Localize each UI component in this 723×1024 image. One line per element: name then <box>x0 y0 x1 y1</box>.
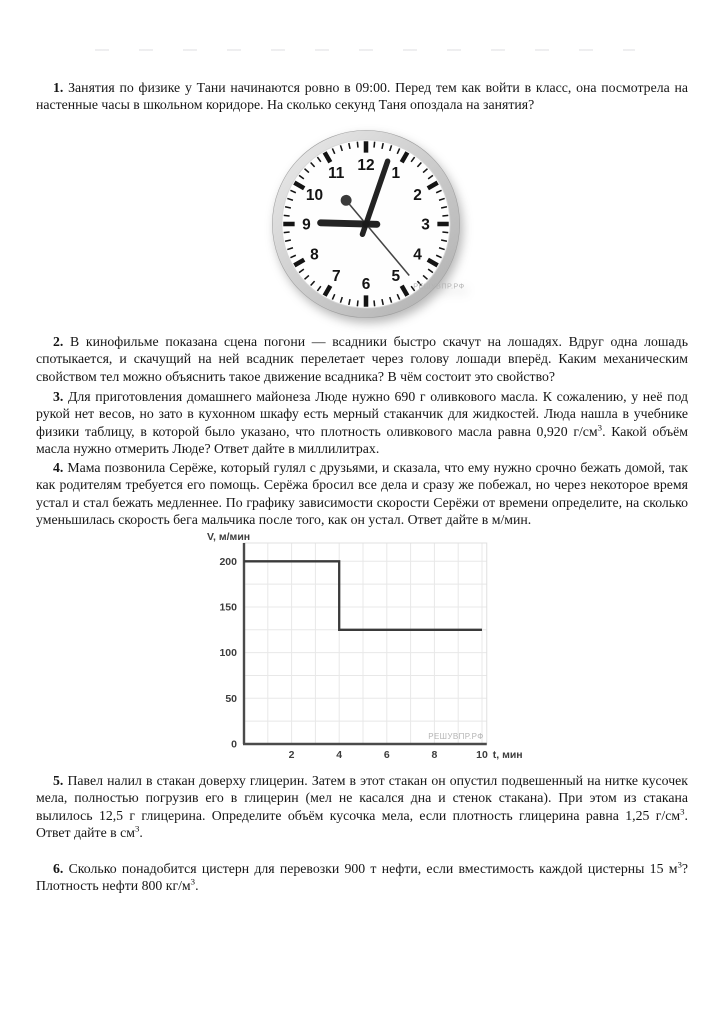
chart-xlabel: t, мин <box>492 748 523 761</box>
svg-text:4: 4 <box>336 748 343 761</box>
svg-text:50: 50 <box>225 692 237 705</box>
svg-text:2: 2 <box>413 186 422 204</box>
question-4-text: Мама позвонила Серёже, который гулял с друзьями, и сказала, что ему нужно срочно бежать домой, так как родителям требуется его помощь. Серёжа бросил все дела и сразу же побежал, но через некоторое время устал и стал бежать медленнее. По графику зависимости скорости Серёжи от времени определите, на сколько уменьшилась скорость бега мальчика после того, как он устал. Ответ дайте в м/мин. <box>36 460 688 528</box>
question-5 <box>36 772 688 842</box>
svg-text:10: 10 <box>305 186 324 204</box>
faint-scan-artifact <box>95 49 635 51</box>
svg-text:6: 6 <box>361 276 371 294</box>
svg-text:9: 9 <box>302 216 311 234</box>
svg-text:150: 150 <box>219 601 237 614</box>
question-2-number: 2. <box>53 334 64 349</box>
clock-watermark: РЕШУВПР.РФ <box>413 281 465 291</box>
chart-frame <box>244 543 487 744</box>
question-3-text: Для приготовления домашнего майонеза Люде нужно 690 г оливкового масла. К сожалению, у неё под рукой нет весов, но зато в кухонном шкафу есть мерный стаканчик для жидкостей. Люда нашла в учебнике физики таблицу, в которой было указано, что плотность оливкового масла равна 0,920 $г/см^3$. Какой объём масла нужно отмерить Люде? Ответ дайте в миллилитрах. <box>36 389 688 457</box>
question-4 <box>36 459 688 529</box>
clock-pivot <box>362 220 370 228</box>
chart-tick-labels <box>219 556 488 761</box>
svg-text:8: 8 <box>310 246 319 264</box>
svg-text:200: 200 <box>219 555 237 568</box>
question-3-number: 3. <box>53 389 64 404</box>
speed-time-graph <box>204 531 534 771</box>
svg-text:12: 12 <box>357 157 375 175</box>
clock-image <box>266 124 476 330</box>
svg-text:7: 7 <box>331 268 341 286</box>
question-2 <box>36 333 688 385</box>
svg-text:10: 10 <box>476 748 488 761</box>
svg-text:2: 2 <box>288 748 295 761</box>
svg-text:8: 8 <box>431 748 438 761</box>
svg-text:11: 11 <box>328 165 345 182</box>
question-4-number: 4. <box>53 460 64 475</box>
svg-text:4: 4 <box>413 246 422 264</box>
question-1 <box>36 79 688 114</box>
question-5-number: 5. <box>53 773 64 788</box>
svg-text:3: 3 <box>421 216 430 234</box>
question-6-text: Сколько понадобится цистерн для перевозки 900 т нефти, если вместимость каждой цистерны 15 $м^3$? Плотность нефти 800 $кг/м^3$. <box>36 859 688 894</box>
question-5-text: Павел налил в стакан доверху глицерин. Затем в этот стакан он опустил подвешенный на нитке кусочек мела, полностью погрузив его в глицерин (мел не касался дна и стенок стакана). При этом из стакана вылилось 12,5 г глицерина. Определите объём кусочка мела, если плотность глицерина равна 1,25 $г/см^3$. Ответ дайте в $см^3$. <box>36 773 688 841</box>
question-1-text: Занятия по физике у Тани начинаются ровно в 09:00. Перед тем как войти в класс, она посмотрела на настенные часы в школьном коридоре. На сколько секунд Таня опоздала на занятия? <box>36 80 688 113</box>
chart-axes <box>243 543 487 744</box>
chart-watermark: РЕШУВПР.РФ <box>428 731 484 741</box>
question-2-text: В кинофильме показана сцена погони — всадники быстро скачут на лошадях. Вдруг одна лошадь спотыкается, и скачущий на ней всадник перелетает через голову лошади вперёд. Каким механическим свойством тел можно объяснить такое движение всадника? В чём состоит это свойство? <box>36 334 688 384</box>
svg-text:100: 100 <box>219 647 237 660</box>
question-3 <box>36 388 688 458</box>
chart-grid <box>244 543 487 744</box>
svg-text:5: 5 <box>391 268 401 286</box>
question-1-number: 1. <box>53 80 64 95</box>
speed-time-graph-image <box>204 531 534 771</box>
svg-text:6: 6 <box>383 748 390 761</box>
question-6 <box>36 860 688 895</box>
chart-ylabel: V, м/мин <box>207 531 251 543</box>
svg-text:1: 1 <box>391 165 401 182</box>
question-6-number: 6. <box>53 861 64 876</box>
svg-text:0: 0 <box>231 738 237 751</box>
wall-clock <box>266 124 466 324</box>
